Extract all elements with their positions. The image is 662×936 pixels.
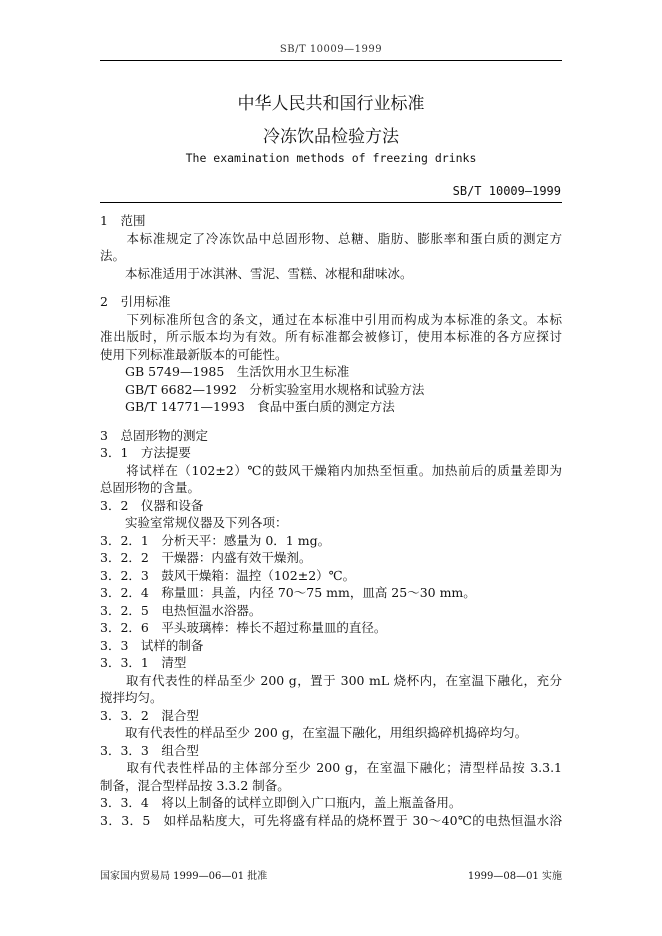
document-subtitle: 冷冻饮品检验方法 [263,127,399,147]
clause-line: 3．3．1 清型 [100,655,187,670]
body-line: 取有代表性样品的主体部分至少 200 g，在室温下融化；清型样品按 3.3.1 [100,760,562,775]
spacer [100,282,562,293]
approval-date: 国家国内贸易局 1999—06—01 批准 [100,871,268,882]
body-line: 使用下列标准最新版本的可能性。 [100,346,288,362]
clause-line: 3．2．3 鼓风干燥箱：温控（102±2）℃。 [100,567,356,583]
document-title: 中华人民共和国行业标准 [237,94,425,114]
body-line: 将试样在（102±2）℃的鼓风干燥箱内加热至恒重。加热前后的质量差即为 [100,462,562,478]
clause-line: 3．2．5 电热恒温水浴器。 [100,602,262,618]
title-rule [100,202,562,203]
spacer [100,416,562,427]
clause-line: 3．2．2 干燥器：内盛有效干燥剂。 [100,550,312,565]
clause-line: 3．2．6 平头玻璃棒：棒长不超过称量皿的直径。 [100,620,387,635]
document-body [100,212,562,829]
body-line: 本标准规定了冷冻饮品中总固形物、总糖、脂肪、膨胀率和蛋白质的测定方 [100,230,562,246]
clause-line: 3．2．1 分析天平：感量为 0．1 mg。 [100,532,331,548]
body-line: 实验室常规仪器及下列各项： [100,515,288,530]
clause-line: 3．2．4 称量皿：具盖，内径 70～75 mm，皿高 25～30 mm。 [100,585,476,600]
english-title: The examination methods of freezing drinks [185,151,477,165]
subsection-heading: 3．2 仪器和设备 [100,497,204,513]
body-line: 取有代表性的样品至少 200 g，在室温下融化，用组织捣碎机捣碎均匀。 [100,725,528,740]
subsection-heading: 3．3 试样的制备 [100,637,204,653]
reference-item: GB 5749—1985 生活饮用水卫生标准 [100,364,350,379]
clause-line: 3．3．2 混合型 [100,707,199,723]
page-header-code: SB/T 10009—1999 [279,44,383,55]
standard-number: SB/T 10009—1999 [452,184,561,198]
section-heading: 2 引用标准 [100,294,171,309]
section-heading: 3 总固形物的测定 [100,427,208,443]
body-line: 制备，混合型样品按 3.3.2 制备。 [100,777,290,793]
body-line: 下列标准所包含的条文，通过在本标准中引用而构成为本标准的条文。本标 [100,311,562,327]
clause-line: 3．3．4 将以上制备的试样立即倒入广口瓶内，盖上瓶盖备用。 [100,795,462,810]
body-line: 总固形物的含量。 [100,480,201,495]
section-heading: 1 范围 [100,213,146,228]
body-line: 本标准适用于冰淇淋、雪泥、雪糕、冰棍和甜味冰。 [100,265,413,281]
reference-item: GB/T 14771—1993 食品中蛋白质的测定方法 [100,399,395,414]
header-rule [100,60,562,61]
implementation-date: 1999—08—01 实施 [467,871,562,882]
reference-item: GB/T 6682—1992 分析实验室用水规格和试验方法 [100,381,425,397]
body-line: 法。 [100,248,126,263]
clause-line: 3．3．5 如样品粘度大，可先将盛有样品的烧杯置于 30～40℃的电热恒温水浴 [100,812,562,828]
body-line: 准出版时，所示版本均为有效。所有标准都会被修订，使用本标准的各方应探讨 [100,329,562,344]
body-line: 取有代表性的样品至少 200 g，置于 300 mL 烧杯内，在室温下融化，充分 [100,672,562,688]
body-line: 搅拌均匀。 [100,690,163,705]
clause-line: 3．3．3 组合型 [100,742,199,758]
subsection-heading: 3．1 方法提要 [100,445,191,460]
